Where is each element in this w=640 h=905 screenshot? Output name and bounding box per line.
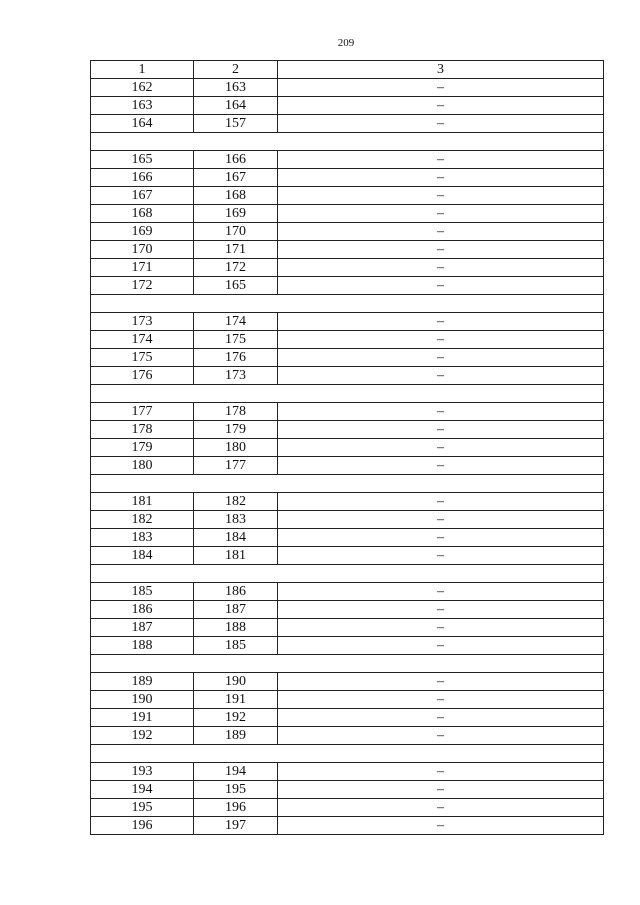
separator-cell	[91, 475, 604, 493]
group-separator-row	[91, 745, 604, 763]
table-cell-col-3: –	[278, 313, 604, 331]
table-cell-col-1: 191	[91, 709, 194, 727]
table-cell-col-2: 174	[194, 313, 278, 331]
table-cell-col-2: 167	[194, 169, 278, 187]
table-row	[91, 619, 604, 637]
table-cell-col-1: 166	[91, 169, 194, 187]
table-row	[91, 205, 604, 223]
table-cell-col-1: 187	[91, 619, 194, 637]
table-cell-col-1: 183	[91, 529, 194, 547]
table-row	[91, 115, 604, 133]
table-row	[91, 79, 604, 97]
table-cell-col-1: 173	[91, 313, 194, 331]
table-cell-col-2: 157	[194, 115, 278, 133]
table-cell-col-2: 189	[194, 727, 278, 745]
table-cell-col-3: –	[278, 223, 604, 241]
table-cell-col-3: –	[278, 79, 604, 97]
group-separator-row	[91, 655, 604, 673]
table-cell-col-3: –	[278, 673, 604, 691]
table-row	[91, 313, 604, 331]
table-cell-col-3: –	[278, 97, 604, 115]
table-cell-col-1: 175	[91, 349, 194, 367]
table-cell-col-1: 189	[91, 673, 194, 691]
table-cell-col-3: –	[278, 583, 604, 601]
table-cell-col-3: –	[278, 151, 604, 169]
table-cell-col-2: 184	[194, 529, 278, 547]
table-cell-col-3: –	[278, 241, 604, 259]
table-cell-col-2: 165	[194, 277, 278, 295]
column-header-2: 2	[194, 61, 278, 79]
page-number: 209	[337, 37, 355, 49]
group-separator-row	[91, 565, 604, 583]
table-cell-col-3: –	[278, 439, 604, 457]
table-cell-col-3: –	[278, 187, 604, 205]
table-cell-col-3: –	[278, 817, 604, 835]
table-cell-col-3: –	[278, 637, 604, 655]
table-cell-col-2: 178	[194, 403, 278, 421]
table-cell-col-3: –	[278, 259, 604, 277]
table-cell-col-2: 175	[194, 331, 278, 349]
group-separator-row	[91, 385, 604, 403]
table-cell-col-3: –	[278, 331, 604, 349]
table-row	[91, 223, 604, 241]
table-cell-col-1: 179	[91, 439, 194, 457]
table-cell-col-1: 174	[91, 331, 194, 349]
table-row	[91, 637, 604, 655]
table-cell-col-1: 165	[91, 151, 194, 169]
table-cell-col-1: 193	[91, 763, 194, 781]
table-cell-col-2: 177	[194, 457, 278, 475]
table-cell-col-3: –	[278, 727, 604, 745]
table-cell-col-1: 167	[91, 187, 194, 205]
table-row	[91, 457, 604, 475]
table-cell-col-3: –	[278, 709, 604, 727]
table-cell-col-3: –	[278, 277, 604, 295]
table-cell-col-1: 163	[91, 97, 194, 115]
table-cell-col-1: 176	[91, 367, 194, 385]
table-row	[91, 799, 604, 817]
table-row	[91, 241, 604, 259]
table-row	[91, 403, 604, 421]
table-cell-col-3: –	[278, 763, 604, 781]
table-cell-col-1: 192	[91, 727, 194, 745]
data-table	[90, 60, 604, 835]
table-cell-col-3: –	[278, 781, 604, 799]
table-cell-col-2: 173	[194, 367, 278, 385]
table-row	[91, 709, 604, 727]
table-cell-col-2: 183	[194, 511, 278, 529]
table-cell-col-2: 191	[194, 691, 278, 709]
table-cell-col-2: 194	[194, 763, 278, 781]
table-row	[91, 421, 604, 439]
table-cell-col-1: 194	[91, 781, 194, 799]
separator-cell	[91, 295, 604, 313]
table-cell-col-1: 164	[91, 115, 194, 133]
table-row	[91, 493, 604, 511]
group-separator-row	[91, 475, 604, 493]
separator-cell	[91, 385, 604, 403]
table-row	[91, 763, 604, 781]
separator-cell	[91, 655, 604, 673]
table-cell-col-2: 163	[194, 79, 278, 97]
table-cell-col-1: 169	[91, 223, 194, 241]
table-cell-col-2: 196	[194, 799, 278, 817]
table-cell-col-3: –	[278, 349, 604, 367]
separator-cell	[91, 745, 604, 763]
table-cell-col-3: –	[278, 205, 604, 223]
table-cell-col-3: –	[278, 367, 604, 385]
table-row	[91, 817, 604, 835]
table-cell-col-1: 178	[91, 421, 194, 439]
table-cell-col-3: –	[278, 799, 604, 817]
table-cell-col-2: 195	[194, 781, 278, 799]
table-row	[91, 97, 604, 115]
table-cell-col-3: –	[278, 547, 604, 565]
table-row	[91, 151, 604, 169]
table-cell-col-3: –	[278, 403, 604, 421]
table-cell-col-3: –	[278, 493, 604, 511]
table-cell-col-1: 180	[91, 457, 194, 475]
table-cell-col-2: 182	[194, 493, 278, 511]
table-row	[91, 349, 604, 367]
table-cell-col-2: 188	[194, 619, 278, 637]
table-cell-col-3: –	[278, 529, 604, 547]
table-row	[91, 367, 604, 385]
table-cell-col-2: 181	[194, 547, 278, 565]
table-cell-col-1: 170	[91, 241, 194, 259]
table-cell-col-1: 184	[91, 547, 194, 565]
table-cell-col-2: 180	[194, 439, 278, 457]
table-cell-col-2: 169	[194, 205, 278, 223]
group-separator-row	[91, 133, 604, 151]
table-cell-col-1: 177	[91, 403, 194, 421]
table-cell-col-2: 186	[194, 583, 278, 601]
table-cell-col-3: –	[278, 457, 604, 475]
table-row	[91, 331, 604, 349]
table-cell-col-2: 185	[194, 637, 278, 655]
table-cell-col-2: 170	[194, 223, 278, 241]
column-header-1: 1	[91, 61, 194, 79]
table-cell-col-2: 190	[194, 673, 278, 691]
table-cell-col-3: –	[278, 619, 604, 637]
table-cell-col-2: 171	[194, 241, 278, 259]
column-header-3: 3	[278, 61, 604, 79]
table-cell-col-2: 176	[194, 349, 278, 367]
table-cell-col-1: 188	[91, 637, 194, 655]
table-row	[91, 601, 604, 619]
table-row	[91, 277, 604, 295]
table-cell-col-3: –	[278, 421, 604, 439]
table-cell-col-1: 182	[91, 511, 194, 529]
table-cell-col-2: 179	[194, 421, 278, 439]
table-cell-col-1: 181	[91, 493, 194, 511]
table-cell-col-1: 190	[91, 691, 194, 709]
table-row	[91, 673, 604, 691]
table-row	[91, 691, 604, 709]
table-row	[91, 583, 604, 601]
separator-cell	[91, 133, 604, 151]
table-cell-col-3: –	[278, 511, 604, 529]
table-cell-col-3: –	[278, 115, 604, 133]
separator-cell	[91, 565, 604, 583]
table-row	[91, 187, 604, 205]
table-row	[91, 727, 604, 745]
table-row	[91, 529, 604, 547]
table-row	[91, 547, 604, 565]
table-row	[91, 169, 604, 187]
table-cell-col-1: 185	[91, 583, 194, 601]
table-row	[91, 439, 604, 457]
table-cell-col-3: –	[278, 169, 604, 187]
table-cell-col-2: 172	[194, 259, 278, 277]
table-cell-col-1: 168	[91, 205, 194, 223]
table-body	[91, 79, 604, 835]
table-cell-col-1: 196	[91, 817, 194, 835]
table-cell-col-2: 187	[194, 601, 278, 619]
table-row	[91, 511, 604, 529]
table-cell-col-2: 164	[194, 97, 278, 115]
table-cell-col-2: 168	[194, 187, 278, 205]
table-cell-col-3: –	[278, 691, 604, 709]
table-cell-col-1: 171	[91, 259, 194, 277]
table-cell-col-1: 186	[91, 601, 194, 619]
table-cell-col-2: 166	[194, 151, 278, 169]
table-cell-col-1: 162	[91, 79, 194, 97]
table-cell-col-2: 192	[194, 709, 278, 727]
table-row	[91, 259, 604, 277]
table-cell-col-3: –	[278, 601, 604, 619]
table-cell-col-1: 195	[91, 799, 194, 817]
group-separator-row	[91, 295, 604, 313]
table-cell-col-2: 197	[194, 817, 278, 835]
table-row	[91, 781, 604, 799]
header-row	[91, 61, 604, 79]
table-cell-col-1: 172	[91, 277, 194, 295]
